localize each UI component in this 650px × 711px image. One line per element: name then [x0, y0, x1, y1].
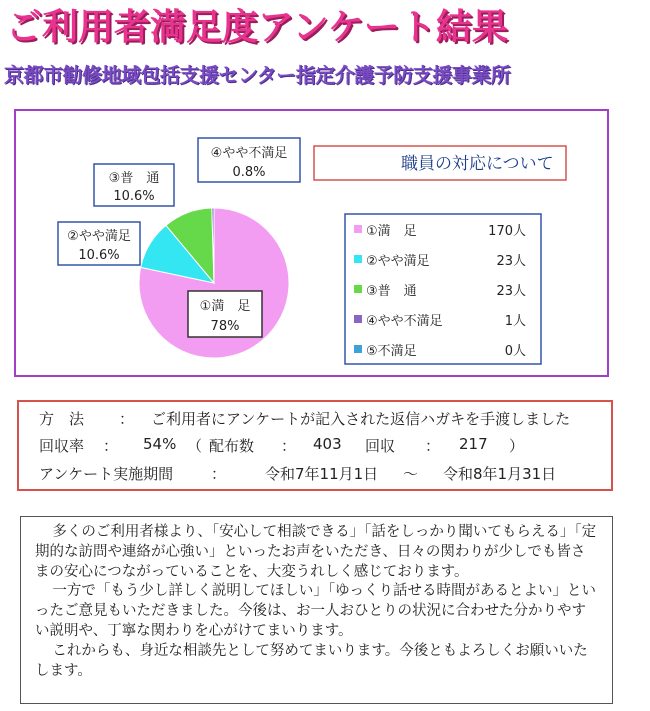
legend-label-2: ②やや満足 [366, 254, 430, 269]
method-value: ご利用者にアンケートが記入された返信ハガキを手渡しました [151, 410, 571, 428]
distributed-value: 403 [313, 435, 342, 453]
legend-swatch-2 [354, 255, 362, 263]
legend-label-5: ⑤不満足 [366, 344, 417, 359]
collected-label: 回収 [365, 437, 396, 455]
comment-paragraph-2: 一方で「もう少し詳しく説明してほしい」「ゆっくり話せる時間があるとよい」といったご意見もいただきました。今後は、お一人おひとりの状況に合わせた分かりやすい説明や、丁寧な関わりを心がけてまいります。 [35, 583, 596, 639]
paren-open: （ [187, 437, 203, 455]
distributed-separator: ： [281, 437, 297, 455]
legend-count-2: 23人 [496, 254, 526, 269]
distributed-label: 配布数 [209, 437, 255, 455]
legend-swatch-4 [354, 315, 362, 323]
legend-swatch-1 [354, 225, 362, 233]
comment-paragraph-3: これからも、身近な相談先として努めてまいります。今後ともよろしくお願いいたします。 [35, 642, 588, 679]
pie-label-3-percent: 10.6% [113, 189, 155, 204]
pie-chart [16, 111, 611, 379]
pie-label-4-name: ④やや不満足 [210, 146, 288, 161]
pie-label-4 [198, 138, 300, 182]
rate-value: 54% [143, 435, 177, 453]
survey-info-panel [17, 400, 613, 491]
pie-label-3-name: ③普 通 [108, 171, 160, 186]
pie-label-2 [58, 222, 140, 265]
legend-swatch-5 [354, 345, 362, 353]
page-subtitle: 京都市勧修地域包括支援センター指定介護予防支援事業所 [4, 63, 511, 87]
period-start: 令和7年11月1日 [265, 465, 379, 483]
pie-label-1 [188, 291, 262, 337]
legend-label-4: ④やや不満足 [366, 314, 443, 329]
rate-label: 回収率 [39, 437, 85, 455]
paren-close: ） [509, 437, 525, 455]
page-title: ご利用者満足度アンケート結果 [6, 7, 508, 48]
pie-label-3 [94, 164, 174, 206]
legend-swatch-3 [354, 285, 362, 293]
pie-label-1-percent: 78% [210, 319, 240, 334]
chart-legend [345, 214, 541, 364]
pie-label-1-name: ①満 足 [199, 299, 251, 314]
period-separator: ： [211, 465, 227, 483]
legend-count-3: 23人 [496, 284, 526, 299]
legend-count-4: 1人 [504, 314, 526, 329]
period-tilde: ～ [403, 465, 419, 483]
period-label: アンケート実施期間 [39, 465, 174, 483]
rate-separator: ： [103, 437, 119, 455]
legend-count-1: 170人 [488, 224, 526, 239]
pie-label-4-percent: 0.8% [232, 165, 266, 180]
chart-title: 職員の対応について [401, 154, 554, 174]
method-label: 方 法 [39, 410, 85, 428]
legend-count-5: 0人 [504, 344, 526, 359]
chart-panel [14, 109, 609, 377]
comment-paragraph-1: 多くのご利用者様より、「安心して相談できる」「話をしっかり聞いてもらえる」「定期的な訪問や連絡が心強い」といったお声をいただき、日々の関わりが少しでも皆さまの安心につながっていることを、大変うれしく感じております。 [35, 524, 597, 580]
period-end: 令和8年1月31日 [443, 465, 557, 483]
collected-value: 217 [459, 435, 488, 453]
comment-panel [20, 516, 613, 704]
legend-label-1: ①満 足 [366, 224, 417, 239]
pie-label-2-name: ②やや満足 [67, 229, 131, 244]
method-separator: ： [119, 410, 135, 428]
chart-title-box [314, 146, 566, 180]
pie-label-2-percent: 10.6% [78, 248, 120, 263]
legend-label-3: ③普 通 [366, 284, 417, 299]
collected-separator: ： [425, 437, 441, 455]
